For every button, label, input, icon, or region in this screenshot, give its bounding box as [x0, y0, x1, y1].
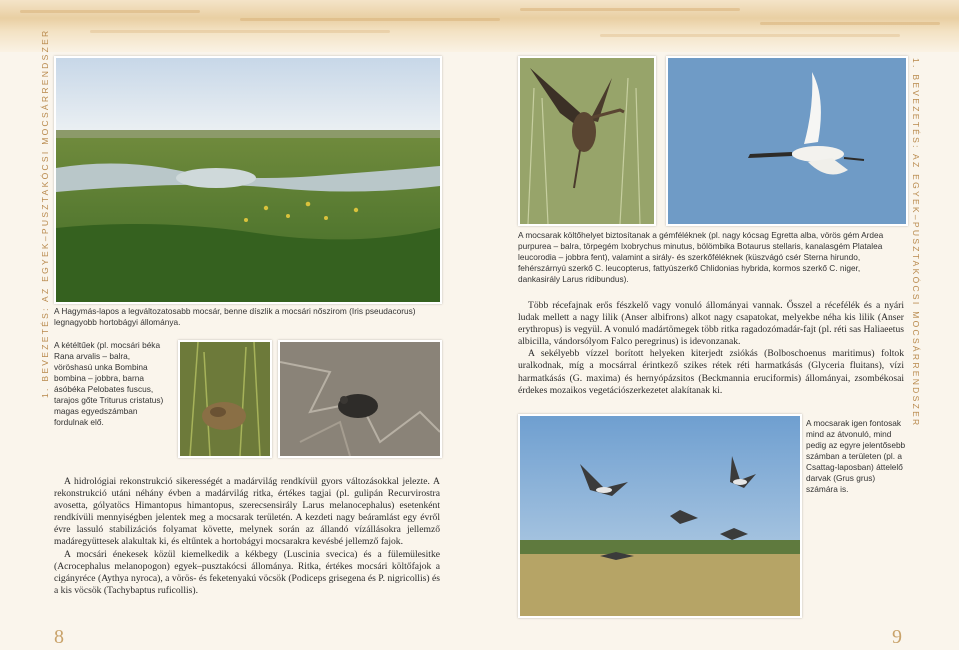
chapter-side-label-left: 1. BEVEZETÉS: AZ EGYEK–PUSZTAKÓCSI MOCSÁRRENDSZER: [40, 28, 50, 398]
decorative-top-band: [0, 0, 959, 52]
cranes-flight-photo: [518, 414, 802, 618]
page-number-right: 9: [892, 626, 902, 648]
right-paragraph-2: A sekélyebb vízzel borított helyeken kiterjedt zsiókás (Bolboschoenus maritimus) foltok uralkodnak, míg a mocsárral érintkező szikes rétek réti harmatkásás (Glyceria fluitans), vízi harmatkásás (G. maxima) és hernyópázsitos (Beckmannia eruciformis) állományai, zsombékosai érdekes mozaikos vegetációszerkezetet alakítanak ki.: [518, 348, 904, 396]
left-body-text: [54, 476, 440, 597]
amphibians-caption: A kétéltűek (pl. mocsári béka Rana arvalis – balra, vöröshasú unka Bombina bombina – jobbra, barna ásóbéka Pelobates fuscus, tarajos gőte Triturus cristatus) magas egyedszámban fordulnak elő.: [54, 340, 164, 427]
right-body-text: [518, 300, 904, 397]
marsh-landscape-photo: [54, 56, 442, 304]
marsh-caption: A Hagymás-lapos a legváltozatosabb mocsár, benne díszlik a mocsári nőszirom (Iris pseudacorus) legnagyobb hortobágyi állománya.: [54, 306, 416, 327]
moor-frog-photo: [178, 340, 272, 458]
spoonbill-photo: [666, 56, 908, 226]
left-paragraph-1: A hidrológiai rekonstrukció sikerességét a madárvilág rendkívül gyors változásokkal jelezte. A rekonstrukció utáni néhány évben a madárvilág ritka, értékes tagjai (pl. gulipán Recurvirostra avosetta, gólyatöcs Himantopus himantopus, szerecsensirály Larus melanocephalus) esetenként rendkívüli mennyiségben jelentek meg a mocsarak területén. A kezdeti nagy beáramlást egy évről évre lassuló stabilizációs folyamat követte, melynek során az állandó vízállásokra jellemző madáregyüttesek alakultak ki, és eltűntek a hortobágyi mocsarakra kevésbé jellemző fajok.: [54, 476, 440, 548]
purple-heron-photo: [518, 56, 656, 226]
herons-caption: A mocsarak költőhelyet biztosítanak a gémféléknek (pl. nagy kócsag Egretta alba, vörös gém Ardea purpurea – balra, törpegém Ixobrychus minutus, bölömbika Botaurus stellaris, kanalasgém Platalea leucorodia – jobbra fent), valamint a sirály- és szerkőféléknek (küszvágó csér Sterna hirundo, fehérszárnyú szerkő C. leucopterus, fattyúszerkő Chlidonias hybrida, kormos szerkő C. niger, dankasirály Larus ridibundus).: [518, 230, 884, 284]
left-paragraph-2: A mocsári énekesek közül kiemelkedik a kékbegy (Luscinia svecica) és a fülemülesitke (Acrocephalus melanopogon) egyek–pusztakócsi állománya. Ritka, értékes mocsári költőfajok a cigányréce (Aythya nyroca), a vörös- és feketenyakú vöcsök (Podiceps grisegena és P. nigricollis) és a kis vöcsök (Tachybaptus ruficollis).: [54, 548, 440, 596]
page-number-left: 8: [54, 626, 64, 648]
right-paragraph-1: Több récefajnak erős fészkelő vagy vonuló állományai vannak. Ősszel a récefélék és a nyári ludak mellett a nagy lilik (Anser albifrons) alkot nagy csapatokat, melyekbe néha kis lilik (Anser erythropus) is vegyül. A vonuló madártömegek több ritka ragadozómadár-fajt (pl. réti sas Haliaeetus albicilla, vándorsólyom Falco peregrinus) is idevonzanak.: [518, 300, 904, 348]
fire-bellied-toad-photo: [278, 340, 442, 458]
cranes-caption: A mocsarak igen fontosak mind az átvonuló, mind pedig az egyre jelentősebb számban a területen (pl. a Csattag-laposban) áttelelő darvak (Grus grus) számára is.: [806, 418, 906, 494]
chapter-side-label-right: 1. BEVEZETÉS: AZ EGYEK–PUSZTAKÓCSI MOCSÁRRENDSZER: [911, 58, 921, 428]
